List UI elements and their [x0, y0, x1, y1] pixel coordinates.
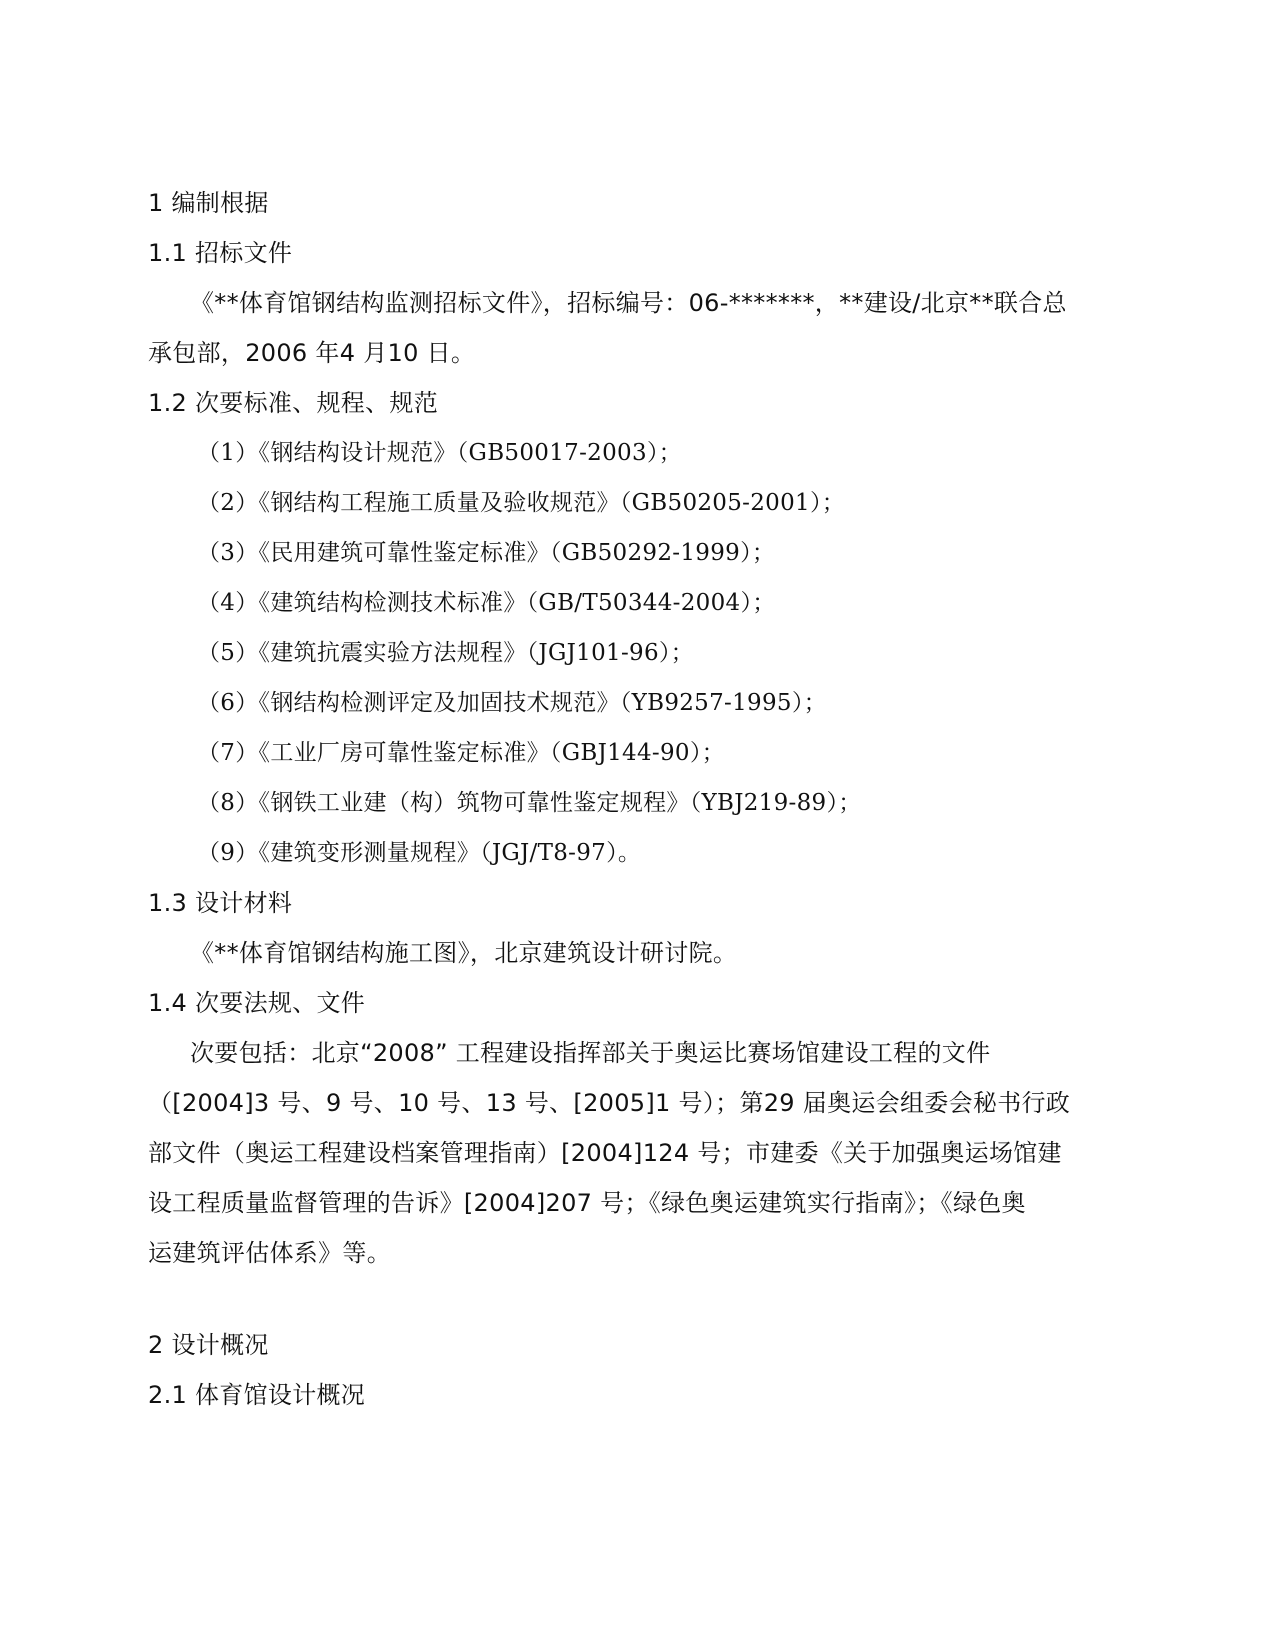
standard-item: （8）《钢铁工业建（构）筑物可靠性鉴定规程》（YBJ219-89）；	[197, 790, 862, 816]
tender-doc-line-1: 《**体育馆钢结构监测招标文件》，招标编号：06-*******，**建设/北京**联合总	[190, 289, 1067, 317]
section-2-1-heading: 2.1 体育馆设计概况	[148, 1381, 366, 1409]
standard-item: （9）《建筑变形测量规程》（JGJ/T8-97）。	[197, 840, 642, 866]
section-2-heading: 2 设计概况	[148, 1331, 269, 1359]
section-1-1-heading: 1.1 招标文件	[148, 239, 293, 267]
standard-item: （6）《钢结构检测评定及加固技术规范》（YB9257-1995）；	[197, 690, 827, 716]
standard-item: （1）《钢结构设计规范》（GB50017-2003）；	[197, 440, 682, 466]
regulations-line: 部文件（奥运工程建设档案管理指南）[2004]124 号；市建委《关于加强奥运场馆建	[148, 1139, 1062, 1167]
tender-doc-line-2: 承包部，2006 年4 月10 日。	[148, 339, 476, 367]
section-1-4-heading: 1.4 次要法规、文件	[148, 989, 366, 1017]
standard-item: （5）《建筑抗震实验方法规程》（JGJ101-96）；	[197, 640, 694, 666]
standard-item: （2）《钢结构工程施工质量及验收规范》（GB50205-2001）；	[197, 490, 846, 516]
regulations-line: （[2004]3 号、9 号、10 号、13 号、[2005]1 号）；第29 届奥运会组委会秘书行政	[148, 1089, 1071, 1117]
regulations-line: 次要包括：北京“2008” 工程建设指挥部关于奥运比赛场馆建设工程的文件	[190, 1039, 991, 1067]
regulations-line: 运建筑评估体系》等。	[148, 1239, 391, 1267]
section-1-3-heading: 1.3 设计材料	[148, 889, 293, 917]
design-material-line: 《**体育馆钢结构施工图》，北京建筑设计研讨院。	[190, 939, 738, 967]
standard-item: （3）《民用建筑可靠性鉴定标准》（GB50292-1999）；	[197, 540, 776, 566]
standard-item: （7）《工业厂房可靠性鉴定标准》（GBJ144-90）；	[197, 740, 725, 766]
standard-item: （4）《建筑结构检测技术标准》（GB/T50344-2004）；	[197, 590, 776, 616]
section-1-2-heading: 1.2 次要标准、规程、规范	[148, 389, 438, 417]
section-1-heading: 1 编制根据	[148, 189, 269, 217]
regulations-line: 设工程质量监督管理的告诉》[2004]207 号；《绿色奥运建筑实行指南》；《绿色奥	[148, 1189, 1026, 1217]
